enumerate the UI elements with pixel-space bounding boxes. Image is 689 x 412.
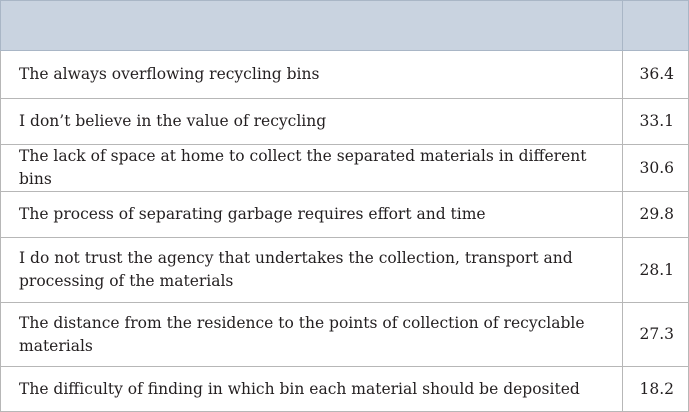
- table-header: [1, 1, 689, 51]
- row-label: I don’t believe in the value of recycling: [1, 99, 623, 145]
- table-row: [1, 99, 689, 145]
- header-cell-label: [1, 1, 623, 51]
- row-value: 18.2: [623, 367, 689, 412]
- row-label: I do not trust the agency that undertakes the collection, transport and processing of the materials: [1, 238, 623, 303]
- row-value: 30.6: [623, 145, 689, 192]
- row-label: The lack of space at home to collect the separated materials in different bins: [1, 145, 623, 192]
- table-row: [1, 238, 689, 303]
- row-value: 29.8: [623, 192, 689, 238]
- header-cell-value: [623, 1, 689, 51]
- row-label: The process of separating garbage requires effort and time: [1, 192, 623, 238]
- row-value: 27.3: [623, 303, 689, 367]
- row-label: The always overflowing recycling bins: [1, 51, 623, 99]
- row-value: 33.1: [623, 99, 689, 145]
- table-row: [1, 51, 689, 99]
- table-row: [1, 192, 689, 238]
- row-label: The difficulty of finding in which bin each material should be deposited: [1, 367, 623, 412]
- table-body: [1, 51, 689, 412]
- row-label: The distance from the residence to the points of collection of recyclable materials: [1, 303, 623, 367]
- row-value: 36.4: [623, 51, 689, 99]
- header-row: [1, 1, 689, 51]
- table-row: [1, 367, 689, 412]
- row-value: 28.1: [623, 238, 689, 303]
- table-row: [1, 145, 689, 192]
- table-row: [1, 303, 689, 367]
